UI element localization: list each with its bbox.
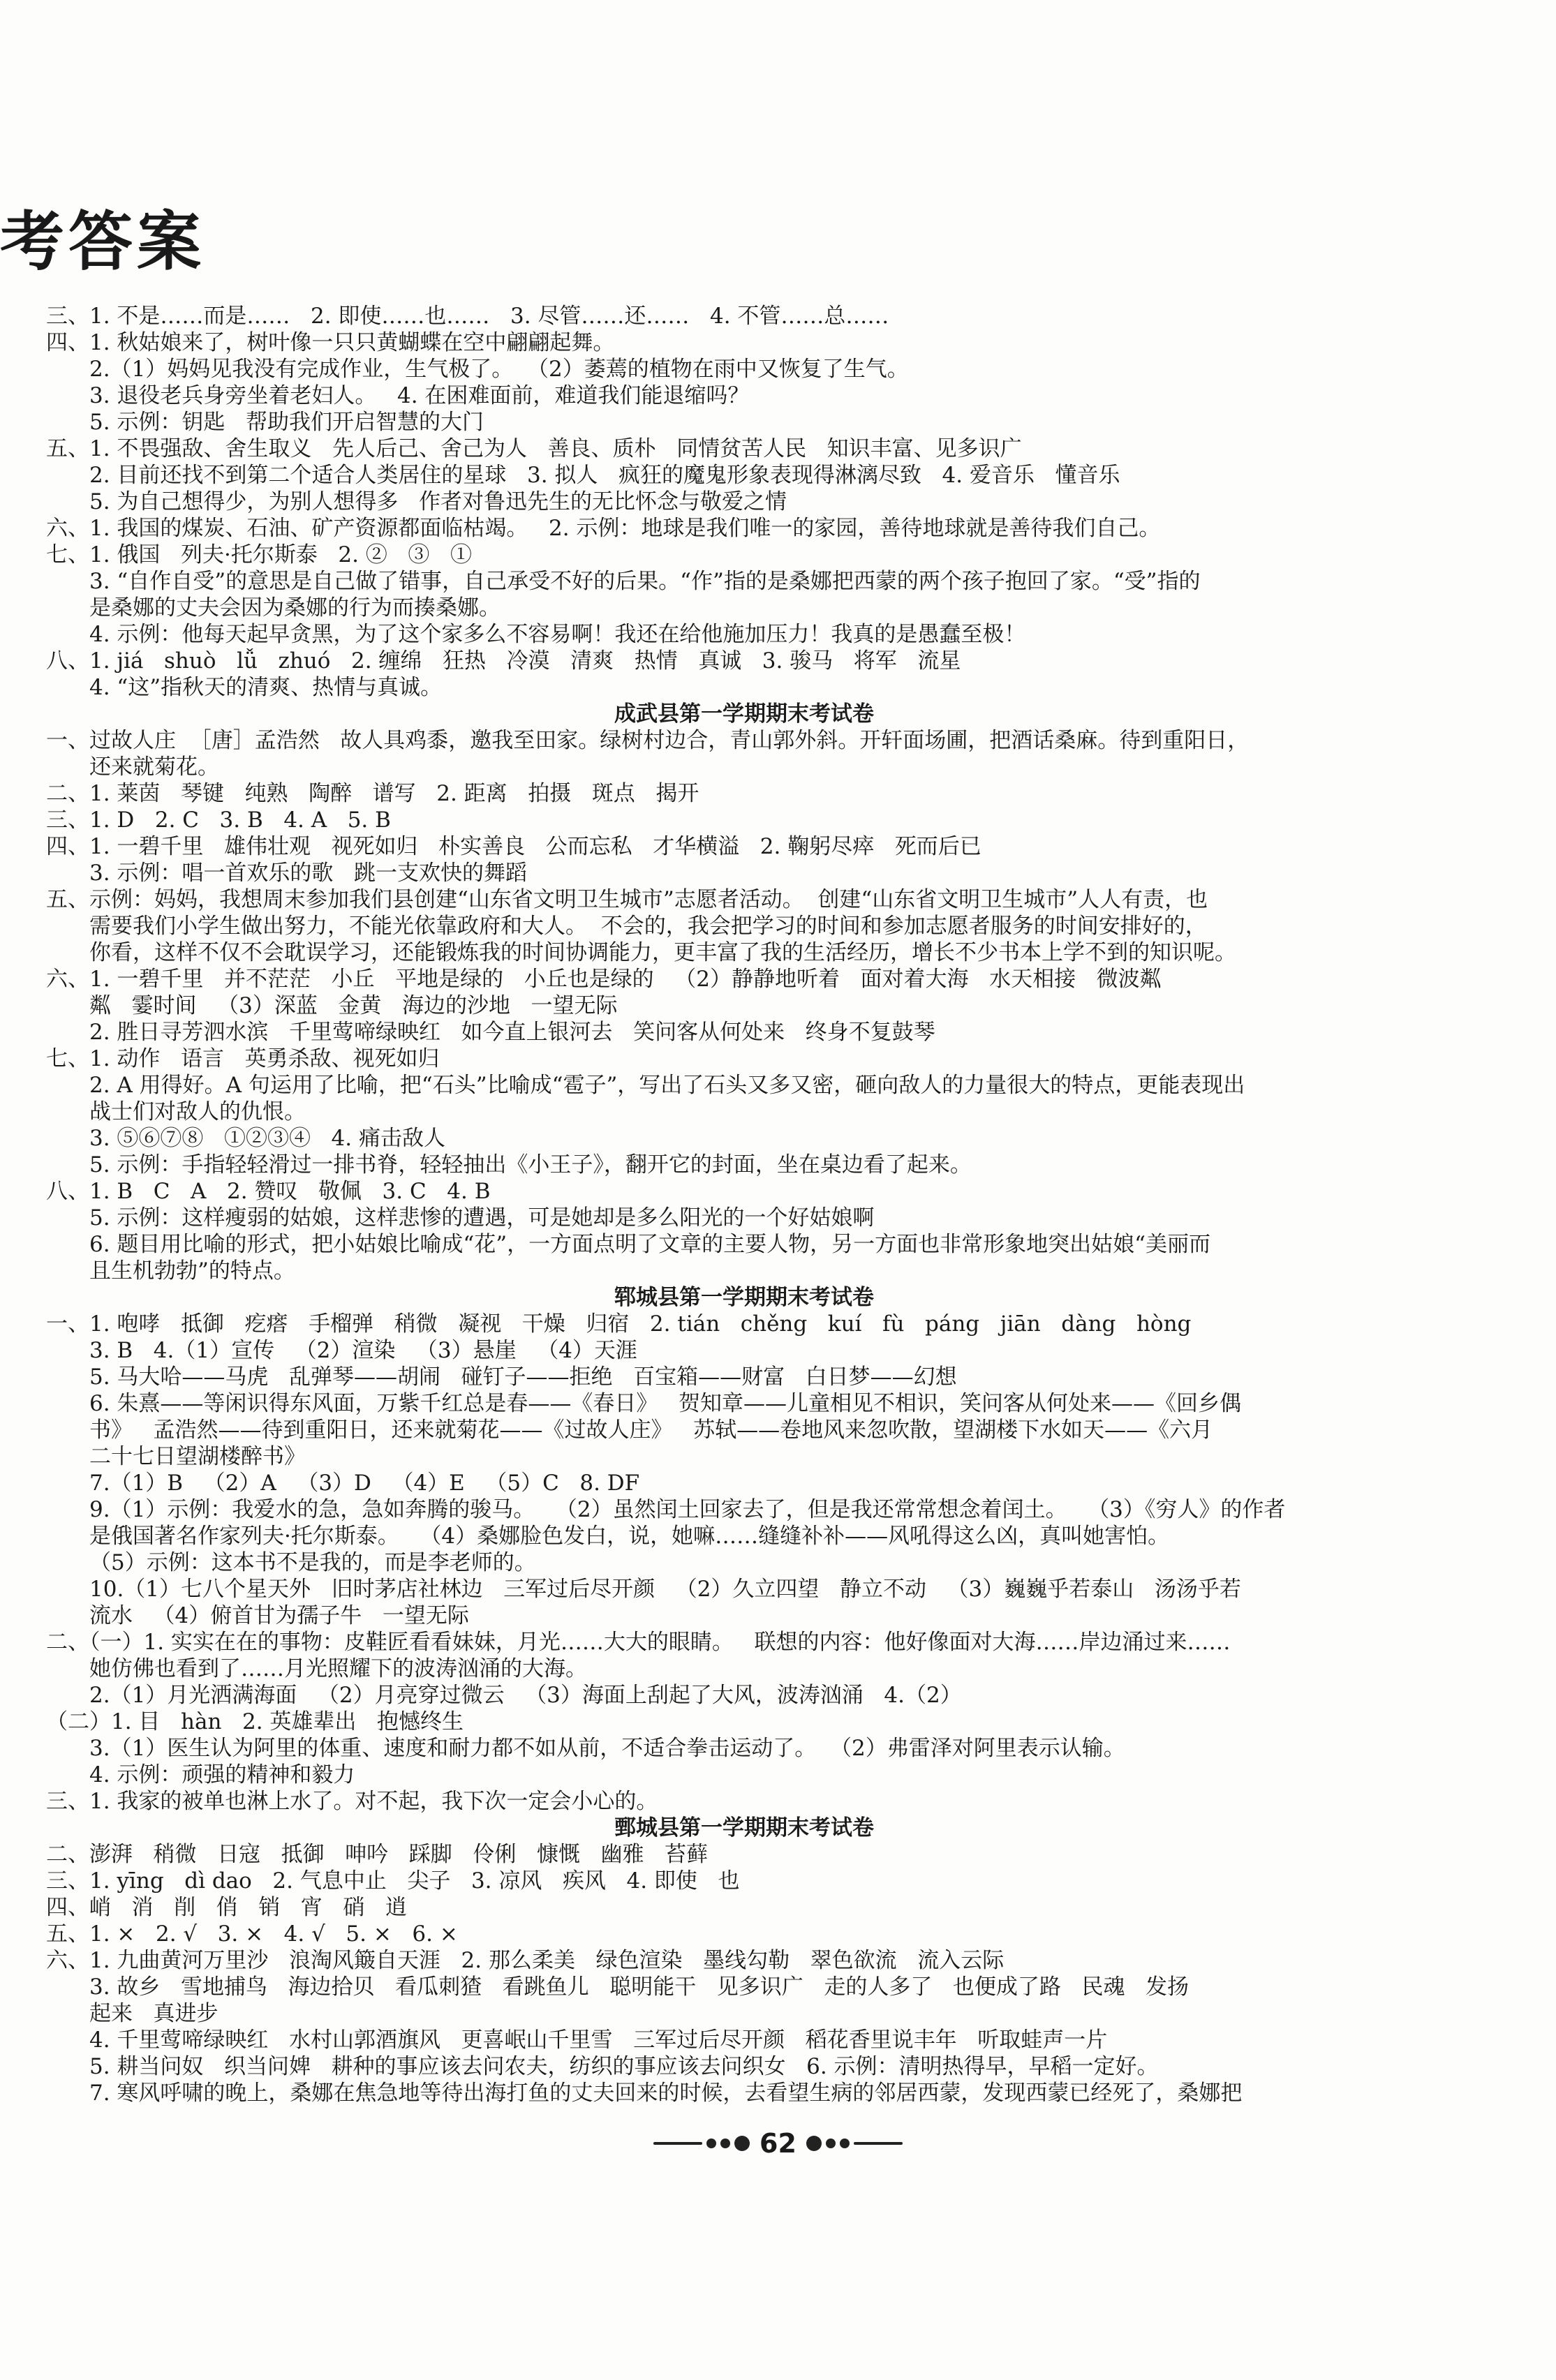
answer-line: 你看，这样不仅不会耽误学习，还能锻炼我的时间协调能力，更丰富了我的生活经历，增长不少书本上学不到的知识呢。: [89, 940, 1236, 965]
answer-line: 3. 故乡 雪地捕鸟 海边拾贝 看瓜刺猹 看跳鱼儿 聪明能干 见多识广 走的人多了 也便成了路 民魂 发扬: [89, 1974, 1190, 2000]
answer-line: 2. 胜日寻芳泗水滨 千里莺啼绿映红 如今直上银河去 笑问客从何处来 终身不复鼓琴: [89, 1020, 935, 1045]
section-chengwu: [46, 701, 1414, 1284]
answer-line: 4. 千里莺啼绿映红 水村山郭酒旗风 更喜岷山千里雪 三军过后尽开颜 稻花香里说丰年 听取蛙声一片: [89, 2028, 1108, 2053]
answer-line: 四、1. 一碧千里 雄伟壮观 视死如归 朴实善良 公而忘私 才华横溢 2. 鞠躬尽瘁 死而后已: [46, 834, 981, 859]
page-footer: [0, 2130, 1556, 2157]
answer-line: 八、1. jiá shuò lǚ zhuó 2. 缠绵 狂热 冷漠 清爽 热情 真诚 3. 骏马 将军 流星: [46, 648, 961, 674]
page-number: 62: [760, 2128, 796, 2159]
answer-line: 3. “自作自受”的意思是自己做了错事，自己承受不好的后果。“作”指的是桑娜把西蒙的两个孩子抱回了家。“受”指的: [89, 569, 1201, 594]
answer-line: （5）示例：这本书不是我的，而是李老师的。: [89, 1550, 536, 1575]
answer-line: 5. 示例：这样瘦弱的姑娘，这样悲惨的遭遇，可是她却是多么阳光的一个好姑娘啊: [89, 1205, 875, 1230]
section-title: 成武县第一学期期末考试卷: [614, 701, 874, 727]
answer-line: 10.（1）七八个星天外 旧时茅店社林边 三军过后尽开颜 （2）久立四望 静立不动 （3）巍巍乎若泰山 汤汤乎若: [89, 1577, 1241, 1602]
answer-line: 5. 示例：手指轻轻滑过一排书脊，轻轻抽出《小王子》，翻开它的封面，坐在桌边看了起来。: [89, 1152, 972, 1177]
answer-line: 7.（1）B （2）A （3）D （4）E （5）C 8. DF: [89, 1471, 640, 1496]
answer-line: 她仿佛也看到了……月光照耀下的波涛汹涌的大海。: [89, 1656, 587, 1681]
answer-line: 3. 退役老兵身旁坐着老妇人。 4. 在困难面前，难道我们能退缩吗？: [89, 383, 750, 408]
answer-line: 5. 为自己想得少，为别人想得多 作者对鲁迅先生的无比怀念与敬爱之情: [89, 489, 787, 514]
answer-content: [46, 303, 1414, 2106]
answer-line: 且生机勃勃”的特点。: [89, 1258, 295, 1284]
answer-line: 七、1. 俄国 列夫·托尔斯泰 2. ② ③ ①: [46, 542, 472, 567]
answer-line: 一、1. 咆哮 抵御 疙瘩 手榴弹 稍微 凝视 干燥 归宿 2. tián chěng kuí fù páng jiān dàng hòng: [46, 1311, 1192, 1337]
answer-line: 5. 耕当问奴 织当问婢 耕种的事应该去问农夫，纺织的事应该去问织女 6. 示例：清明热得早，早稻一定好。: [89, 2054, 1159, 2079]
answer-line: 三、1. 我家的被单也淋上水了。对不起，我下次一定会小心的。: [46, 1789, 658, 1814]
answer-line: 八、1. B C A 2. 赞叹 敬佩 3. C 4. B: [46, 1179, 491, 1204]
section-yuncheng: [46, 1284, 1414, 1815]
answer-line: 6. 朱熹——等闲识得东风面，万紫千红总是春——《春日》 贺知章——儿童相见不相识，笑问客从何处来——《回乡偶: [89, 1391, 1241, 1416]
answer-line: 5. 马大哈——马虎 乱弹琴——胡闹 碰钉子——拒绝 百宝箱——财富 白日梦——幻想: [89, 1364, 957, 1390]
answer-line: 二、（一）1. 实实在在的事物：皮鞋匠看看妹妹，月光……大大的眼睛。 联想的内容：他好像面对大海……岸边涌过来……: [46, 1630, 1231, 1655]
answer-line: 二、1. 莱茵 琴键 纯熟 陶醉 谱写 2. 距离 拍摄 斑点 揭开: [46, 781, 699, 806]
answer-line: 五、示例：妈妈，我想周末参加我们县创建“山东省文明卫生城市”志愿者活动。 创建“山东省文明卫生城市”人人有责，也: [46, 887, 1208, 912]
answer-line: 3. 示例：唱一首欢乐的歌 跳一支欢快的舞蹈: [89, 861, 527, 886]
answers-continued: [46, 303, 1414, 701]
answer-line: 6. 题目用比喻的形式，把小姑娘比喻成“花”，一方面点明了文章的主要人物，另一方面也非常形象地突出姑娘“美丽而: [89, 1232, 1210, 1257]
answer-line: 五、1. × 2. √ 3. × 4. √ 5. × 6. ×: [46, 1921, 458, 1947]
ornament-left: [653, 2136, 750, 2151]
answer-line: 是桑娜的丈夫会因为桑娜的行为而揍桑娜。: [89, 595, 501, 620]
answer-line: 2.（1）月光洒满海面 （2）月亮穿过微云 （3）海面上刮起了大风，波涛汹涌 4.（2）: [89, 1683, 962, 1708]
page-title: 考答案: [0, 204, 206, 279]
answer-line: 3.（1）医生认为阿里的体重、速度和耐力都不如从前，不适合拳击运动了。 （2）弗雷泽对阿里表示认输。: [89, 1736, 1125, 1761]
answer-line: 2. 目前还找不到第二个适合人类居住的星球 3. 拟人 疯狂的魔鬼形象表现得淋漓尽致 4. 爱音乐 懂音乐: [89, 463, 1120, 488]
answer-line: 4. 示例：他每天起早贪黑，为了这个家多么不容易啊！我还在给他施加压力！我真的是愚蠢至极！: [89, 622, 1026, 647]
answer-line: 二十七日望湖楼醉书》: [89, 1444, 306, 1469]
section-juancheng: [46, 1815, 1414, 2106]
answer-line: 三、1. 不是……而是…… 2. 即使……也…… 3. 尽管……还…… 4. 不管……总……: [46, 304, 889, 329]
answer-line: 七、1. 动作 语言 英勇杀敌、视死如归: [46, 1046, 440, 1071]
answer-line: 是俄国著名作家列夫·托尔斯泰。 （4）桑娜脸色发白，说，她嘛……缝缝补补——风吼得这么凶，真叫她害怕。: [89, 1524, 1170, 1549]
answer-line: 流水 （4）俯首甘为孺子牛 一望无际: [89, 1603, 469, 1628]
answer-line: 粼 霎时间 （3）深蓝 金黄 海边的沙地 一望无际: [89, 993, 618, 1018]
answer-line: 4. 示例：顽强的精神和毅力: [89, 1762, 355, 1787]
answer-line: （二）1. 目 hàn 2. 英雄辈出 抱憾终生: [46, 1709, 464, 1734]
answer-line: 2. A 用得好。A 句运用了比喻，把“石头”比喻成“雹子”，写出了石头又多又密，砸向敌人的力量很大的特点，更能表现出: [89, 1073, 1245, 1098]
answer-line: 2.（1）妈妈见我没有完成作业，生气极了。 （2）萎蔫的植物在雨中又恢复了生气。: [89, 357, 909, 382]
answer-line: 书》 孟浩然——待到重阳日，还来就菊花——《过故人庄》 苏轼——卷地风来忽吹散，望湖楼下水如天——《六月: [89, 1418, 1213, 1443]
section-title: 鄄城县第一学期期末考试卷: [614, 1815, 874, 1840]
answer-line: 战士们对敌人的仇恨。: [89, 1099, 306, 1124]
answer-line: 六、1. 一碧千里 并不茫茫 小丘 平地是绿的 小丘也是绿的 （2）静静地听着 面对着大海 水天相接 微波粼: [46, 967, 1162, 992]
answer-line: 还来就菊花。: [89, 754, 219, 780]
answer-line: 三、1. D 2. C 3. B 4. A 5. B: [46, 808, 391, 833]
answer-line: 4. “这”指秋天的清爽、热情与真诚。: [89, 675, 443, 700]
answer-line: 六、1. 我国的煤炭、石油、矿产资源都面临枯竭。 2. 示例：地球是我们唯一的家园，善待地球就是善待我们自己。: [46, 516, 1161, 541]
answer-line: 四、1. 秋姑娘来了，树叶像一只只黄蝴蝶在空中翩翩起舞。: [46, 330, 615, 355]
answer-line: 需要我们小学生做出努力，不能光依靠政府和大人。 不会的，我会把学习的时间和参加志愿者服务的时间安排好的，: [89, 914, 1207, 939]
answer-line: 五、1. 不畏强敌、舍生取义 先人后己、舍己为人 善良、质朴 同情贫苦人民 知识丰富、见多识广: [46, 436, 1022, 461]
section-title: 郓城县第一学期期末考试卷: [614, 1285, 874, 1310]
ornament-right: [806, 2136, 903, 2151]
answer-line: 二、澎湃 稍微 日寇 抵御 呻吟 踩脚 伶俐 慷慨 幽雅 苔藓: [46, 1842, 709, 1867]
answer-line: 7. 寒风呼啸的晚上，桑娜在焦急地等待出海打鱼的丈夫回来的时候，去看望生病的邻居西蒙，发现西蒙已经死了，桑娜把: [89, 2081, 1243, 2106]
answer-line: 四、峭 消 削 俏 销 宵 硝 逍: [46, 1895, 407, 1920]
answer-line: 3. B 4.（1）宣传 （2）渲染 （3）悬崖 （4）天涯: [89, 1338, 637, 1363]
answer-line: 9.（1）示例：我爱水的急，急如奔腾的骏马。 （2）虽然闰土回家去了，但是我还常常想念着闰土。 （3）《穷人》的作者: [89, 1497, 1286, 1522]
answer-line: 3. ⑤⑥⑦⑧ ①②③④ 4. 痛击敌人: [89, 1126, 445, 1151]
answer-line: 一、过故人庄 ［唐］孟浩然 故人具鸡黍，邀我至田家。绿树村边合，青山郭外斜。开轩面场圃，把酒话桑麻。待到重阳日，: [46, 728, 1250, 753]
answer-line: 起来 真进步: [89, 2001, 218, 2026]
answer-line: 5. 示例：钥匙 帮助我们开启智慧的大门: [89, 410, 484, 435]
answer-line: 六、1. 九曲黄河万里沙 浪淘风簸自天涯 2. 那么柔美 绿色渲染 墨线勾勒 翠色欲流 流入云际: [46, 1948, 1005, 1973]
answer-line: 三、1. yīng dì dao 2. 气息中止 尖子 3. 凉风 疾风 4. 即使 也: [46, 1868, 740, 1894]
